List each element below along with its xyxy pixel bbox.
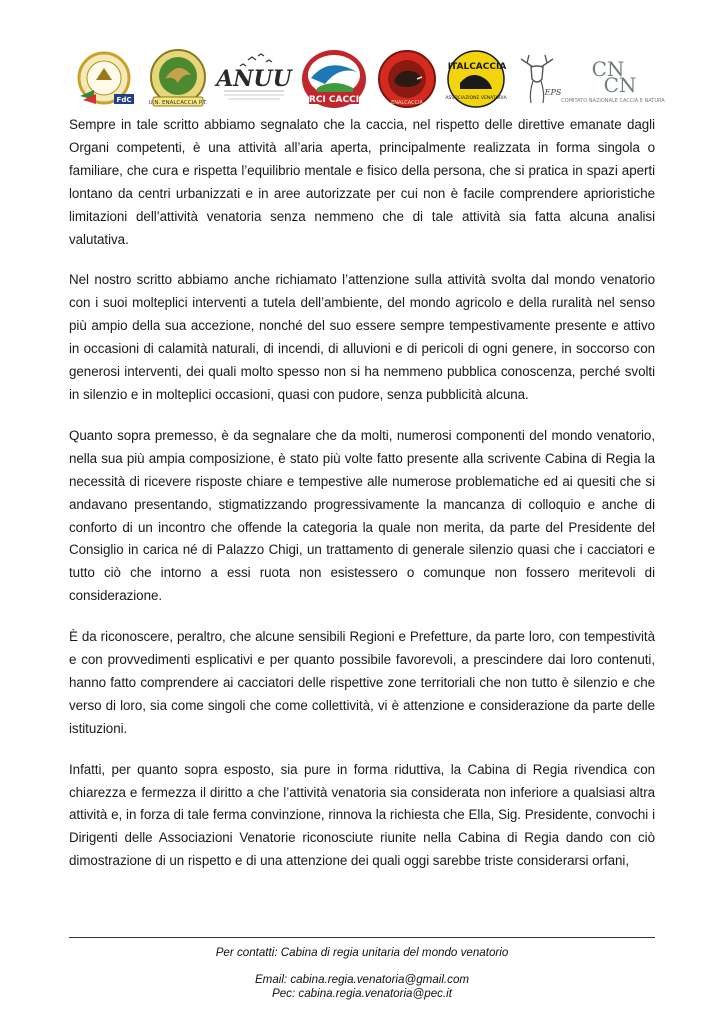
footer-pec[interactable]: Pec: cabina.regia.venatoria@pec.it: [272, 987, 452, 1000]
footer-contact: Per contatti: Cabina di regia unitaria del mondo venatorio: [215, 946, 509, 959]
header-logo-strip: [74, 48, 665, 110]
boar-emblem-icon: [377, 49, 437, 109]
deer-icon: [515, 49, 563, 109]
svg-text:ENALCACCIA: ENALCACCIA: [391, 100, 424, 106]
footer-email[interactable]: Email: cabina.regia.venatoria@gmail.com: [254, 973, 470, 986]
paragraph-2: Nel nostro scritto abbiamo anche richiamato l’attenzione sulla attività svolta dal mondo venatorio con i suoi molteplici interventi a tutela dell’ambiente, del mondo agricolo e della ruralità nel senso più ampio della sua accezione, nonché del suo essere sempre tempestivamente presente e attivo in occasioni di calamità naturali, di incendi, di alluvioni e di pericoli di ogni genere, in soccorso con generosi interventi, dei quali molto spesso non si ha nemmeno pubblica conoscenza, perché svolti in silenzio e in molteplici occasioni, quasi con pudore, senza pubblicità alcuna.: [69, 272, 655, 402]
logo-arci-caccia: [299, 48, 369, 110]
paragraph-5: Infatti, per quanto sopra esposto, sia pure in forma riduttiva, la Cabina di Regia rivendica con chiarezza e fermezza il diritto a che l’attività venatoria sia considerata non inferiore a qualsiasi altra attività e, in forza di tale ferma convinzione, rinnova la richiesta che Ella, Sig. Presidente, convochi i Dirigenti delle Associazioni Venatorie riconosciute riunite nella Cabina di Regia dando con ciò dimostrazione di un rispetto e di una attenzione dei quali oggi sarebbe triste considerarsi orfani,: [69, 761, 655, 869]
svg-text:ITALCACCIA: ITALCACCIA: [447, 62, 507, 72]
logo-enalcaccia: [147, 49, 209, 109]
logo-federcaccia: [74, 50, 138, 108]
logo-cncn: [561, 52, 665, 106]
paragraph-4: È da riconoscere, peraltro, che alcune sensibili Regioni e Prefetture, da parte loro, con tempestività e con provvedimenti esplicativi e per quanto possibile favorevoli, a prescindere dai loro contenuti, hanno fatto comprendere ai cacciatori delle rispettive zone territoriali che non tutto è silenzio e che verso di loro, sia come singoli che come collettività, vi è attenzione e considerazione da parte delle istituzioni.: [69, 629, 655, 736]
svg-text:ASSOCIAZIONE VENATORIA: ASSOCIAZIONE VENATORIA: [445, 96, 507, 101]
letter-body: [69, 114, 655, 891]
svg-text:ARCI CACCIA: ARCI CACCIA: [301, 95, 366, 105]
anuu-birds-icon: [215, 50, 292, 108]
enalcaccia-emblem-icon: [147, 49, 209, 109]
logo-anuu: [215, 50, 292, 108]
svg-text:COMITATO NAZIONALE CACCIA E NA: COMITATO NAZIONALE CACCIA E NATURA: [561, 98, 665, 104]
paragraph-3: Quanto sopra premesso, è da segnalare che da molti, numerosi componenti del mondo venatorio, nella sua più ampia composizione, è stato più volte fatto presente alla scrivente Cabina di Regia la necessità di ricevere risposte chiare e tempestive alle numerose problematiche ed ai quesiti che si andavano presentando, stigmatizzando progressivamente la mancanza di colloquio e anche di conforto di un incontro che offende la categoria la quale non merita, da parte del Presidente del Consiglio in carica né di Palazzo Chigi, un trattamento di generale silenzio quasi che i cacciatori e tutto ciò che intorno a essi ruota non esistessero o comunque non fossero meritevoli di considerazione.: [69, 427, 655, 604]
cncn-emblem-icon: [561, 52, 665, 106]
footer-divider: [69, 937, 655, 938]
federcaccia-emblem-icon: [74, 50, 138, 108]
svg-text:EPS: EPS: [544, 88, 562, 97]
paragraph-1: Sempre in tale scritto abbiamo segnalato che la caccia, nel rispetto delle direttive emanate dagli Organi competenti, è una attività all’aria aperta, principalmente realizzata in forma singola o familiare, che cura e rispetta l’equilibrio mentale e fisico della persona, che si pratica in spazi aperti lontano da centri urbanizzati e in aree autorizzate per cui non è facile comprendere aprioristiche limitazioni dell’attività venatoria senza nemmeno che di tale attività sia fatta alcuna analisi valutativa.: [69, 117, 655, 247]
svg-text:CN: CN: [603, 73, 637, 97]
italcaccia-emblem-icon: [446, 49, 506, 109]
svg-text:U.N. ENALCACCIA P.T.: U.N. ENALCACCIA P.T.: [148, 100, 208, 106]
svg-text:ANUU: ANUU: [215, 66, 292, 92]
logo-boar: [377, 49, 437, 109]
arci-caccia-emblem-icon: [299, 48, 369, 110]
footer: [0, 946, 724, 1001]
svg-text:FdC: FdC: [116, 96, 132, 104]
svg-text:CN: CN: [591, 57, 625, 81]
logo-italcaccia: [446, 49, 506, 109]
logo-eps: [515, 49, 563, 109]
